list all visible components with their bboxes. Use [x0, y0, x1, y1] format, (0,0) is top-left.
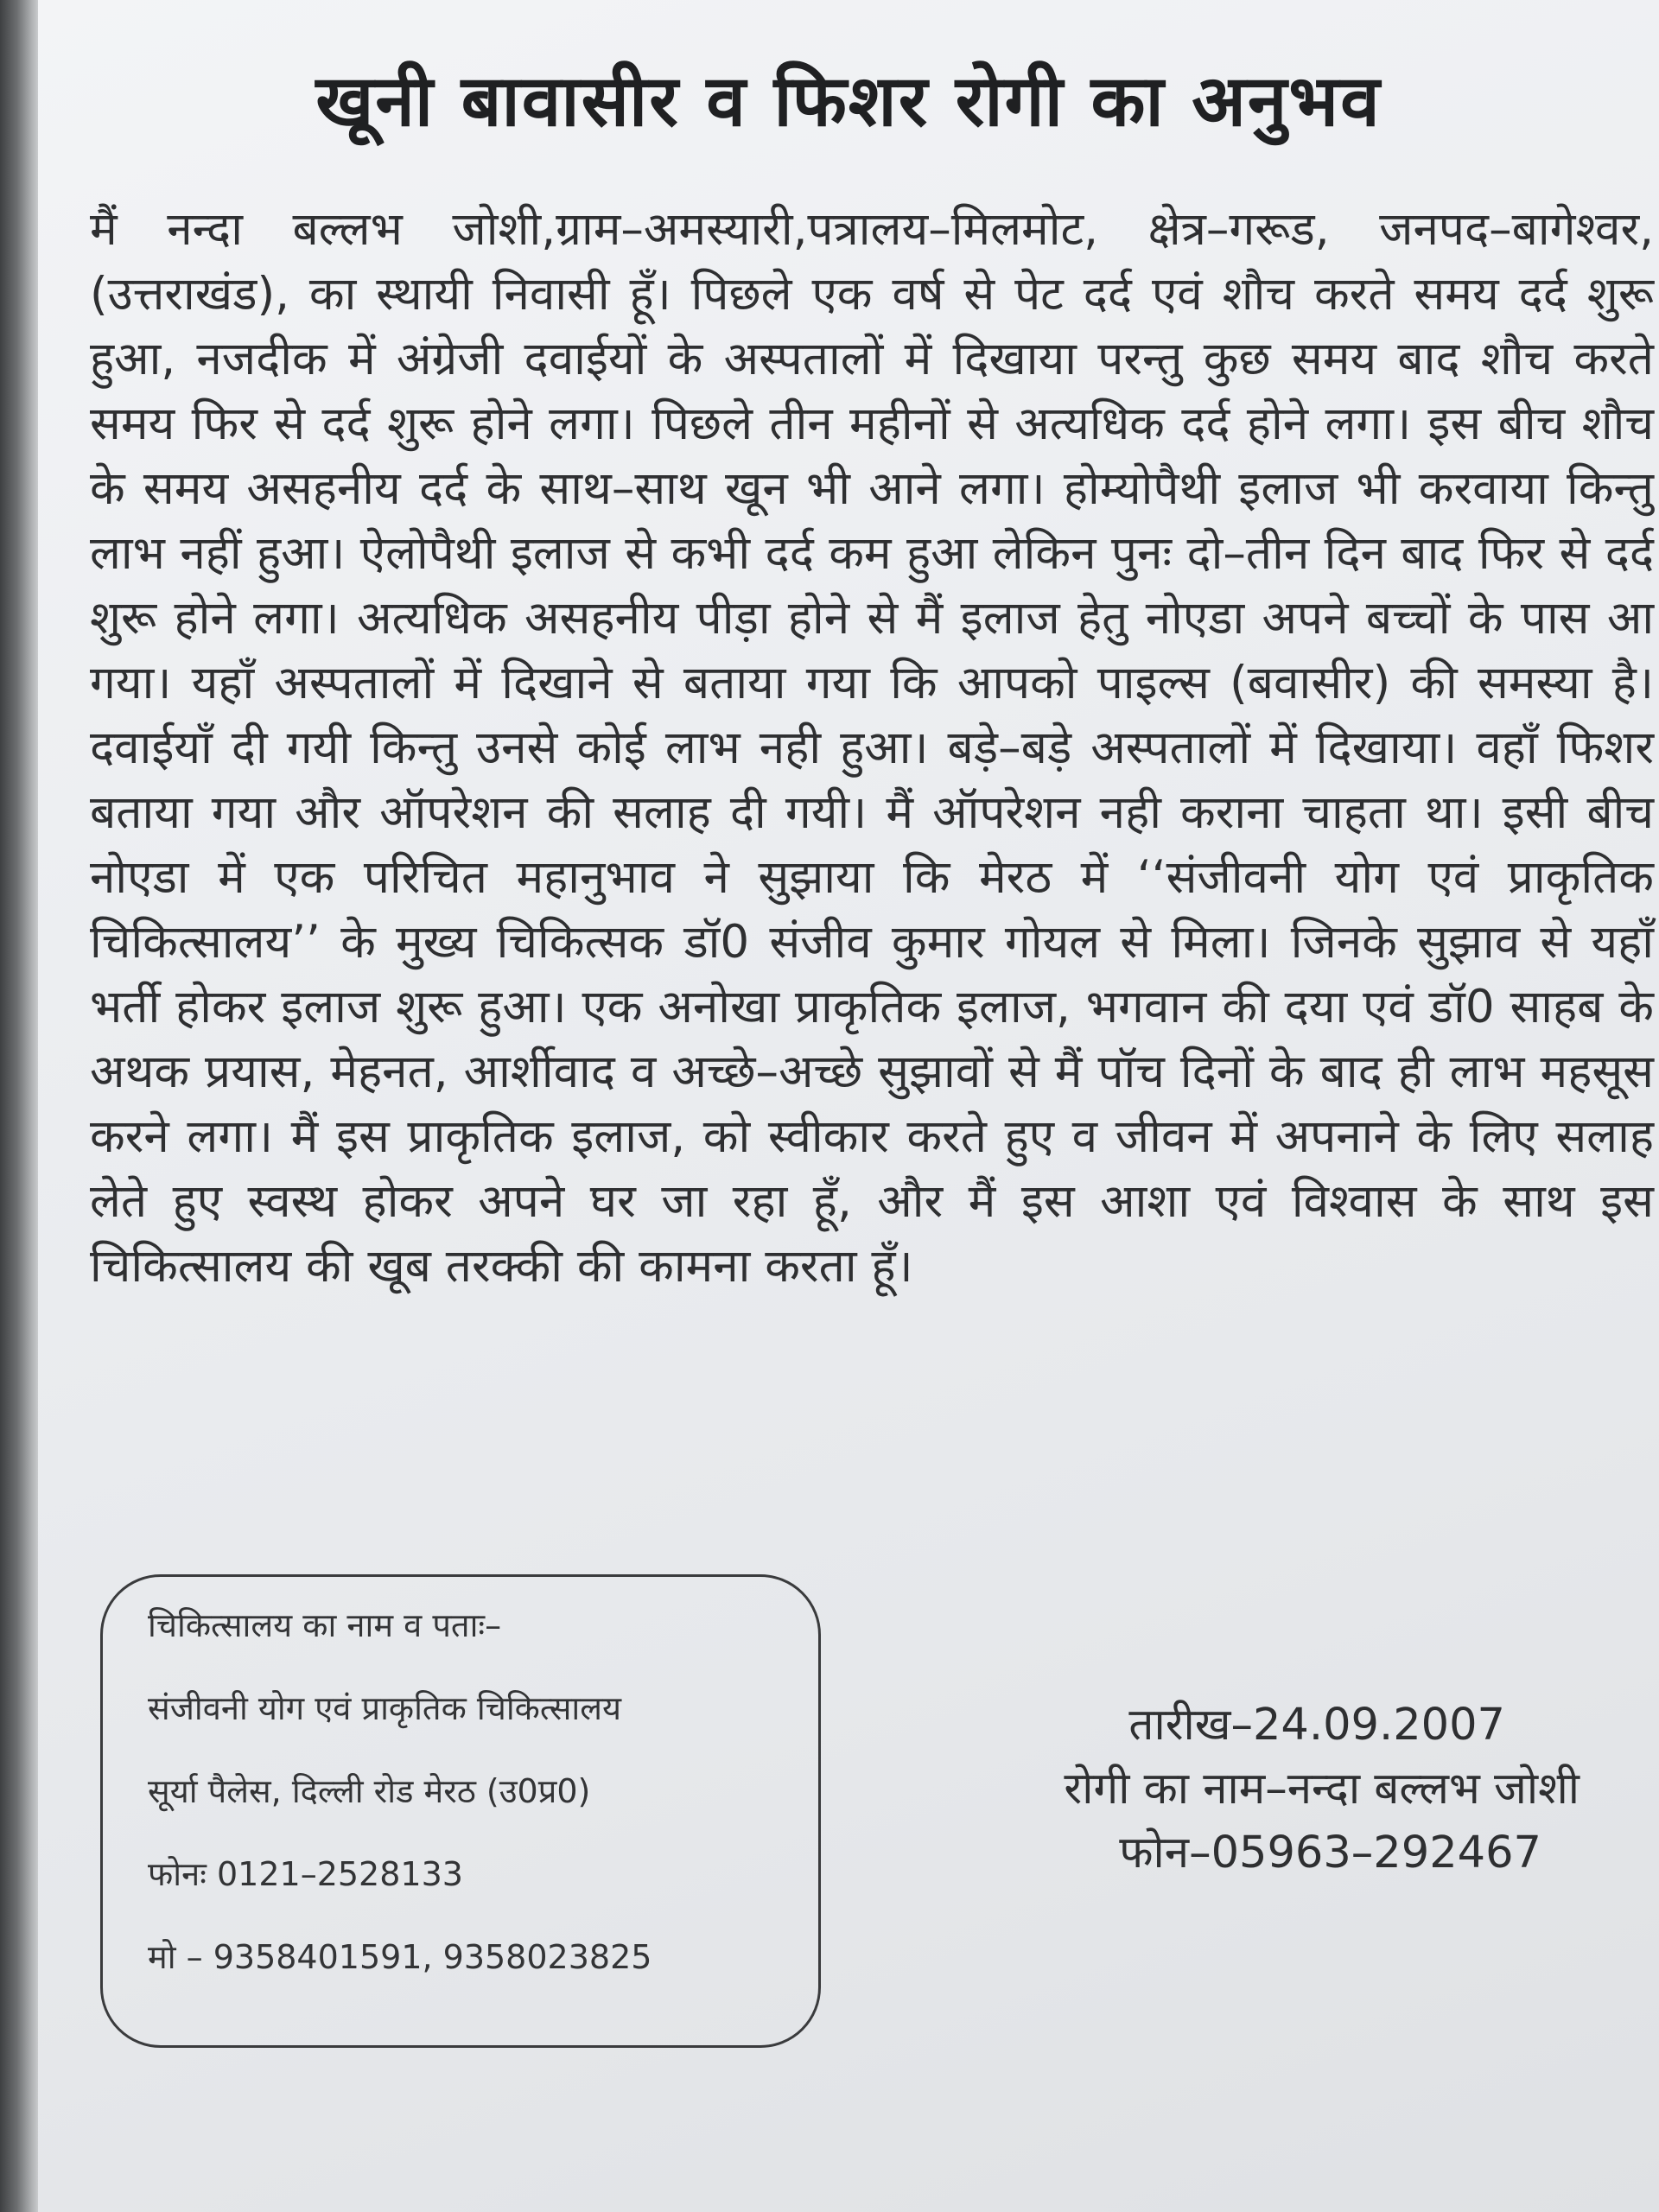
hospital-phone: फोनः 0121–2528133	[148, 1855, 463, 1893]
signature-block	[868, 1694, 1628, 1885]
document-page	[38, 0, 1659, 2212]
patient-name: रोगी का नाम–नन्दा बल्लभ जोशी	[1064, 1764, 1580, 1815]
patient-phone: फोन–05963–292467	[1119, 1827, 1541, 1878]
signature-date: तारीख–24.09.2007	[1128, 1700, 1505, 1751]
hospital-address-box	[100, 1574, 821, 2048]
hospital-address: सूर्या पैलेस, दिल्ली रोड मेरठ (उ0प्र0)	[148, 1772, 591, 1810]
binder-edge	[0, 0, 38, 2212]
hospital-mobile: मो – 9358401591, 9358023825	[148, 1938, 652, 1976]
page-title: खूनी बावासीर व फिशर रोगी का अनुभव	[315, 60, 1382, 143]
address-heading: चिकित्सालय का नाम व पताः–	[148, 1606, 502, 1644]
hospital-name: संजीवनी योग एवं प्राकृतिक चिकित्सालय	[148, 1689, 622, 1727]
testimonial-body: मैं नन्दा बल्लभ जोशी,ग्राम–अमस्यारी,पत्रालय–मिलमोट, क्षेत्र–गरूड, जनपद–बागेश्वर, (उत्तराखंड), का स्थायी निवासी हूँ। पिछले एक वर्ष से पेट दर्द एवं शौच करते समय दर्द शुरू हुआ, नजदीक में अंग्रेजी दवाईयों के अस्पतालों में दिखाया परन्तु कुछ समय बाद शौच करते समय फिर से दर्द शुरू होने लगा। पिछले तीन महीनों से अत्यधिक दर्द होने लगा। इस बीच शौच के समय असहनीय दर्द के साथ–साथ खून भी आने लगा। होम्योपैथी इलाज भी करवाया किन्तु लाभ नहीं हुआ। ऐलोपैथी इलाज से कभी दर्द कम हुआ लेकिन पुनः दो–तीन दिन बाद फिर से दर्द शुरू होने लगा। अत्यधिक असहनीय पीड़ा होने से मैं इलाज हेतु नोएडा अपने बच्चों के पास आ गया। यहाँ अस्पतालों में दिखाने से बताया गया कि आपको पाइल्स (बवासीर) की समस्या है। दवाईयाँ दी गयी किन्तु उनसे कोई लाभ नही हुआ। बड़े–बड़े अस्पतालों में दिखाया। वहाँ फिशर बताया गया और ऑपरेशन की सलाह दी गयी। मैं ऑपरेशन नही कराना चाहता था। इसी बीच नोएडा में एक परिचित महानुभाव ने सुझाया कि मेरठ में ‘‘संजीवनी योग एवं प्राकृतिक चिकित्सालय’’ के मुख्य चिकित्सक डॉ0 संजीव कुमार गोयल से मिला। जिनके सुझाव से यहाँ भर्ती होकर इलाज शुरू हुआ। एक अनोखा प्राकृतिक इलाज, भगवान की दया एवं डॉ0 साहब के अथक प्रयास, मेहनत, आर्शीवाद व अच्छे–अच्छे सुझावों से मैं पॉच दिनों के बाद ही लाभ महसूस करने लगा। मैं इस प्राकृतिक इलाज, को स्वीकार करते हुए व जीवन में अपनाने के लिए सलाह लेते हुए स्वस्थ होकर अपने घर जा रहा हूँ, और मैं इस आशा एवं विश्वास के साथ इस चिकित्सालय की खूब तरक्की की कामना करता हूँ।	[90, 203, 1654, 1293]
